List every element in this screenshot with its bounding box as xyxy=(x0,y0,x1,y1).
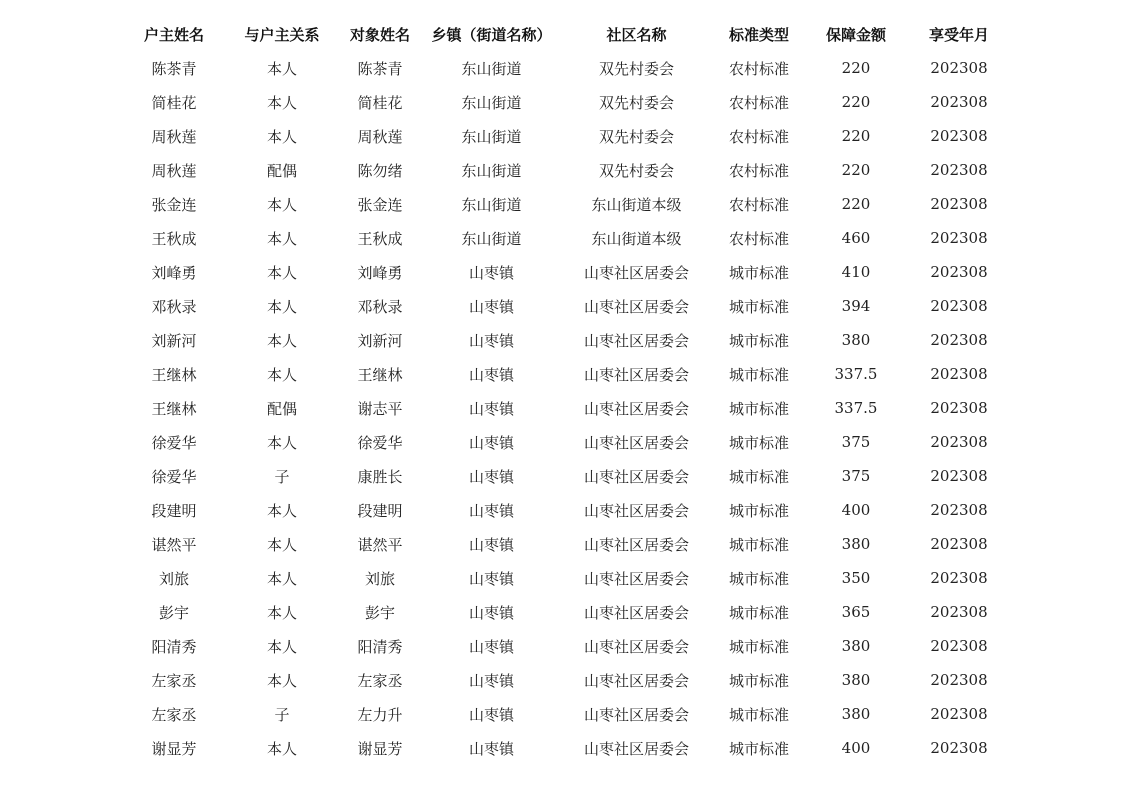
table-row xyxy=(120,391,1010,425)
table-row xyxy=(120,595,1010,629)
cell-householder-name: 周秋莲 xyxy=(151,127,197,146)
cell-householder-name: 左家丞 xyxy=(151,705,197,724)
cell-township: 山枣镇 xyxy=(468,399,514,418)
table-row xyxy=(120,255,1010,289)
cell-recipient-name: 刘峰勇 xyxy=(357,263,403,282)
cell-recipient-name: 段建明 xyxy=(357,501,403,520)
cell-community: 东山街道本级 xyxy=(591,195,682,214)
cell-period: 202308 xyxy=(930,705,988,723)
cell-householder-name: 谌然平 xyxy=(151,535,197,554)
cell-relationship: 本人 xyxy=(266,637,297,656)
cell-recipient-name: 陈勿绪 xyxy=(357,161,403,180)
cell-relationship: 本人 xyxy=(266,263,297,282)
cell-township: 山枣镇 xyxy=(468,365,514,384)
cell-amount: 337.5 xyxy=(834,399,878,417)
cell-recipient-name: 谌然平 xyxy=(357,535,403,554)
table-row xyxy=(120,629,1010,663)
cell-community: 双先村委会 xyxy=(598,59,674,78)
cell-period: 202308 xyxy=(930,739,988,757)
cell-amount: 380 xyxy=(841,535,871,553)
cell-householder-name: 彭宇 xyxy=(158,603,189,622)
cell-amount: 220 xyxy=(841,195,871,213)
cell-householder-name: 徐爱华 xyxy=(151,433,197,452)
table-row xyxy=(120,221,1010,255)
table-row xyxy=(120,697,1010,731)
table-row xyxy=(120,527,1010,561)
cell-relationship: 配偶 xyxy=(266,399,297,418)
cell-community: 双先村委会 xyxy=(598,127,674,146)
cell-recipient-name: 周秋莲 xyxy=(357,127,403,146)
cell-recipient-name: 谢显芳 xyxy=(357,739,403,758)
cell-standard-type: 城市标准 xyxy=(728,705,789,724)
cell-standard-type: 农村标准 xyxy=(728,127,789,146)
cell-community: 山枣社区居委会 xyxy=(583,501,689,520)
table-body xyxy=(120,51,1010,765)
cell-relationship: 本人 xyxy=(266,331,297,350)
cell-township: 山枣镇 xyxy=(468,263,514,282)
header-recipient-name: 对象姓名 xyxy=(349,25,410,44)
cell-community: 山枣社区居委会 xyxy=(583,535,689,554)
cell-householder-name: 谢显芳 xyxy=(151,739,197,758)
cell-amount: 350 xyxy=(841,569,871,587)
cell-recipient-name: 彭宇 xyxy=(364,603,395,622)
cell-standard-type: 农村标准 xyxy=(728,59,789,78)
cell-period: 202308 xyxy=(930,297,988,315)
cell-relationship: 本人 xyxy=(266,535,297,554)
cell-period: 202308 xyxy=(930,501,988,519)
cell-period: 202308 xyxy=(930,195,988,213)
cell-householder-name: 段建明 xyxy=(151,501,197,520)
header-community: 社区名称 xyxy=(606,25,667,44)
cell-period: 202308 xyxy=(930,59,988,77)
cell-standard-type: 城市标准 xyxy=(728,535,789,554)
cell-householder-name: 陈茶青 xyxy=(151,59,197,78)
cell-community: 山枣社区居委会 xyxy=(583,637,689,656)
cell-amount: 380 xyxy=(841,331,871,349)
cell-period: 202308 xyxy=(930,399,988,417)
cell-period: 202308 xyxy=(930,467,988,485)
cell-amount: 375 xyxy=(841,467,871,485)
cell-recipient-name: 左力升 xyxy=(357,705,403,724)
cell-standard-type: 城市标准 xyxy=(728,603,789,622)
cell-township: 山枣镇 xyxy=(468,569,514,588)
cell-community: 山枣社区居委会 xyxy=(583,365,689,384)
cell-township: 山枣镇 xyxy=(468,705,514,724)
cell-householder-name: 王秋成 xyxy=(151,229,197,248)
cell-recipient-name: 阳清秀 xyxy=(357,637,403,656)
assistance-roster-table xyxy=(120,17,1010,765)
cell-relationship: 本人 xyxy=(266,365,297,384)
cell-period: 202308 xyxy=(930,331,988,349)
table-row xyxy=(120,357,1010,391)
table-row xyxy=(120,561,1010,595)
cell-relationship: 本人 xyxy=(266,127,297,146)
cell-standard-type: 城市标准 xyxy=(728,365,789,384)
table-row xyxy=(120,119,1010,153)
cell-township: 山枣镇 xyxy=(468,467,514,486)
cell-period: 202308 xyxy=(930,365,988,383)
cell-relationship: 本人 xyxy=(266,739,297,758)
table-row xyxy=(120,425,1010,459)
cell-community: 山枣社区居委会 xyxy=(583,705,689,724)
cell-township: 东山街道 xyxy=(461,127,522,146)
cell-householder-name: 刘旅 xyxy=(158,569,189,588)
cell-community: 山枣社区居委会 xyxy=(583,433,689,452)
cell-recipient-name: 康胜长 xyxy=(357,467,403,486)
cell-amount: 220 xyxy=(841,127,871,145)
cell-township: 山枣镇 xyxy=(468,739,514,758)
cell-amount: 380 xyxy=(841,671,871,689)
cell-township: 东山街道 xyxy=(461,59,522,78)
cell-period: 202308 xyxy=(930,161,988,179)
cell-recipient-name: 简桂花 xyxy=(357,93,403,112)
cell-relationship: 本人 xyxy=(266,297,297,316)
cell-standard-type: 城市标准 xyxy=(728,739,789,758)
cell-householder-name: 周秋莲 xyxy=(151,161,197,180)
cell-relationship: 本人 xyxy=(266,229,297,248)
header-relationship: 与户主关系 xyxy=(244,25,320,44)
cell-recipient-name: 王继林 xyxy=(357,365,403,384)
cell-community: 山枣社区居委会 xyxy=(583,671,689,690)
cell-amount: 380 xyxy=(841,637,871,655)
cell-period: 202308 xyxy=(930,569,988,587)
header-township: 乡镇（街道名称） xyxy=(431,25,552,44)
cell-township: 山枣镇 xyxy=(468,501,514,520)
cell-community: 山枣社区居委会 xyxy=(583,467,689,486)
cell-standard-type: 农村标准 xyxy=(728,93,789,112)
cell-community: 双先村委会 xyxy=(598,161,674,180)
header-row xyxy=(120,17,1010,51)
cell-township: 山枣镇 xyxy=(468,433,514,452)
cell-community: 山枣社区居委会 xyxy=(583,331,689,350)
cell-amount: 337.5 xyxy=(834,365,878,383)
cell-recipient-name: 陈茶青 xyxy=(357,59,403,78)
cell-relationship: 配偶 xyxy=(266,161,297,180)
header-standard-type: 标准类型 xyxy=(728,25,789,44)
cell-amount: 220 xyxy=(841,59,871,77)
cell-amount: 365 xyxy=(841,603,871,621)
cell-amount: 375 xyxy=(841,433,871,451)
table-header xyxy=(120,17,1010,51)
cell-amount: 394 xyxy=(841,297,871,315)
cell-recipient-name: 徐爱华 xyxy=(357,433,403,452)
cell-householder-name: 张金连 xyxy=(151,195,197,214)
cell-recipient-name: 刘新河 xyxy=(357,331,403,350)
cell-householder-name: 邓秋录 xyxy=(151,297,197,316)
cell-standard-type: 农村标准 xyxy=(728,229,789,248)
cell-householder-name: 简桂花 xyxy=(151,93,197,112)
cell-community: 东山街道本级 xyxy=(591,229,682,248)
cell-standard-type: 城市标准 xyxy=(728,637,789,656)
cell-township: 山枣镇 xyxy=(468,331,514,350)
cell-householder-name: 左家丞 xyxy=(151,671,197,690)
header-period: 享受年月 xyxy=(928,25,989,44)
header-householder-name: 户主姓名 xyxy=(143,25,204,44)
cell-amount: 220 xyxy=(841,161,871,179)
cell-period: 202308 xyxy=(930,433,988,451)
cell-community: 山枣社区居委会 xyxy=(583,739,689,758)
cell-recipient-name: 王秋成 xyxy=(357,229,403,248)
table-row xyxy=(120,731,1010,765)
cell-relationship: 子 xyxy=(274,467,290,486)
table-row xyxy=(120,51,1010,85)
cell-amount: 400 xyxy=(841,739,871,757)
cell-amount: 400 xyxy=(841,501,871,519)
cell-township: 东山街道 xyxy=(461,161,522,180)
header-amount: 保障金额 xyxy=(825,25,886,44)
cell-township: 东山街道 xyxy=(461,195,522,214)
cell-township: 山枣镇 xyxy=(468,535,514,554)
table-row xyxy=(120,187,1010,221)
cell-relationship: 子 xyxy=(274,705,290,724)
cell-householder-name: 徐爱华 xyxy=(151,467,197,486)
cell-relationship: 本人 xyxy=(266,433,297,452)
cell-township: 东山街道 xyxy=(461,229,522,248)
cell-township: 山枣镇 xyxy=(468,603,514,622)
cell-standard-type: 城市标准 xyxy=(728,671,789,690)
cell-householder-name: 刘峰勇 xyxy=(151,263,197,282)
cell-community: 山枣社区居委会 xyxy=(583,263,689,282)
cell-community: 山枣社区居委会 xyxy=(583,569,689,588)
cell-community: 山枣社区居委会 xyxy=(583,399,689,418)
cell-householder-name: 刘新河 xyxy=(151,331,197,350)
cell-standard-type: 城市标准 xyxy=(728,433,789,452)
cell-community: 山枣社区居委会 xyxy=(583,603,689,622)
cell-community: 山枣社区居委会 xyxy=(583,297,689,316)
cell-recipient-name: 邓秋录 xyxy=(357,297,403,316)
cell-standard-type: 城市标准 xyxy=(728,331,789,350)
table-row xyxy=(120,459,1010,493)
cell-standard-type: 城市标准 xyxy=(728,569,789,588)
cell-amount: 220 xyxy=(841,93,871,111)
cell-period: 202308 xyxy=(930,535,988,553)
cell-township: 山枣镇 xyxy=(468,637,514,656)
cell-relationship: 本人 xyxy=(266,569,297,588)
cell-township: 东山街道 xyxy=(461,93,522,112)
table-row xyxy=(120,85,1010,119)
cell-householder-name: 王继林 xyxy=(151,365,197,384)
cell-householder-name: 王继林 xyxy=(151,399,197,418)
cell-relationship: 本人 xyxy=(266,603,297,622)
table-row xyxy=(120,323,1010,357)
cell-community: 双先村委会 xyxy=(598,93,674,112)
cell-recipient-name: 谢志平 xyxy=(357,399,403,418)
cell-relationship: 本人 xyxy=(266,671,297,690)
cell-amount: 380 xyxy=(841,705,871,723)
cell-relationship: 本人 xyxy=(266,59,297,78)
cell-period: 202308 xyxy=(930,603,988,621)
cell-recipient-name: 左家丞 xyxy=(357,671,403,690)
table-row xyxy=(120,153,1010,187)
cell-householder-name: 阳清秀 xyxy=(151,637,197,656)
cell-relationship: 本人 xyxy=(266,195,297,214)
cell-period: 202308 xyxy=(930,127,988,145)
cell-standard-type: 城市标准 xyxy=(728,501,789,520)
cell-standard-type: 城市标准 xyxy=(728,467,789,486)
cell-period: 202308 xyxy=(930,229,988,247)
cell-amount: 410 xyxy=(841,263,871,281)
cell-relationship: 本人 xyxy=(266,93,297,112)
cell-recipient-name: 刘旅 xyxy=(364,569,395,588)
cell-standard-type: 城市标准 xyxy=(728,263,789,282)
cell-standard-type: 城市标准 xyxy=(728,297,789,316)
cell-standard-type: 农村标准 xyxy=(728,161,789,180)
table-row xyxy=(120,493,1010,527)
cell-township: 山枣镇 xyxy=(468,671,514,690)
cell-township: 山枣镇 xyxy=(468,297,514,316)
cell-standard-type: 城市标准 xyxy=(728,399,789,418)
table-row xyxy=(120,289,1010,323)
cell-period: 202308 xyxy=(930,637,988,655)
cell-period: 202308 xyxy=(930,671,988,689)
cell-period: 202308 xyxy=(930,93,988,111)
cell-standard-type: 农村标准 xyxy=(728,195,789,214)
cell-period: 202308 xyxy=(930,263,988,281)
table-row xyxy=(120,663,1010,697)
cell-recipient-name: 张金连 xyxy=(357,195,403,214)
cell-amount: 460 xyxy=(841,229,871,247)
cell-relationship: 本人 xyxy=(266,501,297,520)
